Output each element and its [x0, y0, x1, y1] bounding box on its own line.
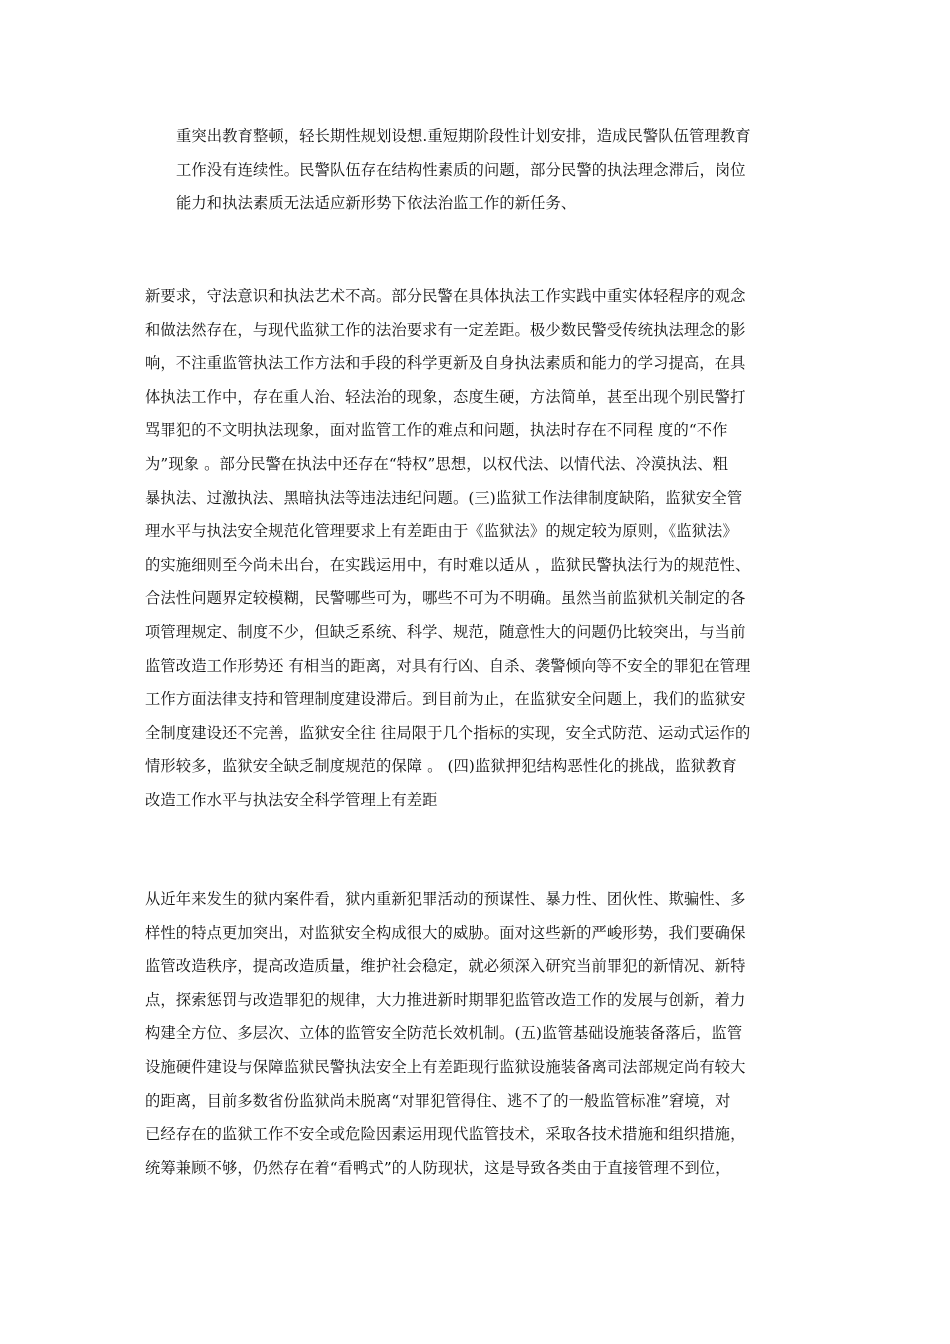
text-line: 工作方面法律支持和管理制度建设滞后。到目前为止，在监狱安全问题上，我们的监狱安: [145, 690, 746, 709]
text-line: 全制度建设还不完善，监狱安全往 往局限于几个指标的实现，安全式防范、运动式运作的: [145, 723, 751, 742]
text-line: 的距离，目前多数省份监狱尚未脱离“对罪犯管得住、逃不了的一般监管标准”窘境，对: [145, 1091, 731, 1110]
text-line: 体执法工作中，存在重人治、轻法治的现象，态度生硬，方法简单，甚至出现个别民警打: [145, 387, 746, 406]
paragraph-3: [145, 883, 745, 1185]
text-line: 项管理规定、制度不少，但缺乏系统、科学、规范，随意性大的问题仍比较突出，与当前: [145, 622, 746, 641]
text-line: 情形较多，监狱安全缺乏制度规范的保障 。 (四)监狱押犯结构恶性化的挑战，监狱教育: [145, 757, 737, 776]
text-line: 理水平与执法安全规范化管理要求上有差距由于《监狱法》的规定较为原则，《监狱法》: [145, 522, 738, 541]
text-line: 骂罪犯的不文明执法现象，面对监管工作的难点和问题，执法时存在不同程 度的“不作: [145, 421, 728, 440]
text-line: 能力和执法素质无法适应新形势下依法治监工作的新任务、: [176, 194, 577, 213]
text-line: 样性的特点更加突出，对监狱安全构成很大的威胁。面对这些新的严峻形势，我们要确保: [145, 923, 746, 942]
text-line: 已经存在的监狱工作不安全或危险因素运用现代监管技术，采取各技术措施和组织措施，: [145, 1125, 746, 1144]
text-line: 的实施细则至今尚未出台，在实践运用中，有时难以适从 ，监狱民警执法行为的规范性、: [145, 555, 751, 574]
text-line: 点，探索惩罚与改造罪犯的规律，大力推进新时期罪犯监管改造工作的发展与创新，着力: [145, 990, 746, 1009]
text-line: 改造工作水平与执法安全科学管理上有差距: [145, 790, 438, 809]
text-line: 统筹兼顾不够，仍然存在着“看鸭式”的人防现状，这是导致各类由于直接管理不到位，: [145, 1158, 731, 1177]
text-line: 重突出教育整顿，轻长期性规划设想.重短期阶段性计划安排，造成民警队伍管理教育: [176, 127, 751, 145]
text-line: 响，不注重监管执法工作方法和手段的科学更新及自身执法素质和能力的学习提高，在具: [145, 354, 746, 373]
text-line: 从近年来发生的狱内案件看，狱内重新犯罪活动的预谋性、暴力性、团伙性、欺骗性、多: [145, 890, 746, 908]
text-line: 新要求，守法意识和执法艺术不高。部分民警在具体执法工作实践中重实体轻程序的观念: [145, 287, 746, 305]
text-line: 监管改造秩序，提高改造质量，维护社会稳定，就必须深入研究当前罪犯的新情况、新特: [145, 957, 746, 976]
paragraph-2: [145, 280, 750, 818]
paragraph-1: [176, 120, 751, 221]
text-line: 为”现象 。部分民警在执法中还存在“特权”思想，以权代法、以情代法、冷漠执法、粗: [145, 454, 729, 473]
text-line: 构建全方位、多层次、立体的监管安全防范长效机制。(五)监管基础设施装备落后，监管: [145, 1024, 743, 1043]
text-line: 监管改造工作形势还 有相当的距离，对具有行凶、自杀、袭警倾向等不安全的罪犯在管理: [145, 656, 751, 675]
text-line: 合法性问题界定较模糊，民警哪些可为，哪些不可为不明确。虽然当前监狱机关制定的各: [145, 589, 746, 608]
text-line: 和做法然存在，与现代监狱工作的法治要求有一定差距。极少数民警受传统执法理念的影: [145, 320, 746, 339]
text-line: 设施硬件建设与保障监狱民警执法安全上有差距现行监狱设施装备离司法部规定尚有较大: [145, 1057, 746, 1076]
text-line: 工作没有连续性。民警队伍存在结构性素质的问题，部分民警的执法理念滞后，岗位: [176, 160, 746, 179]
text-line: 暴执法、过激执法、黑暗执法等违法违纪问题。(三)监狱工作法律制度缺陷，监狱安全管: [145, 488, 743, 507]
